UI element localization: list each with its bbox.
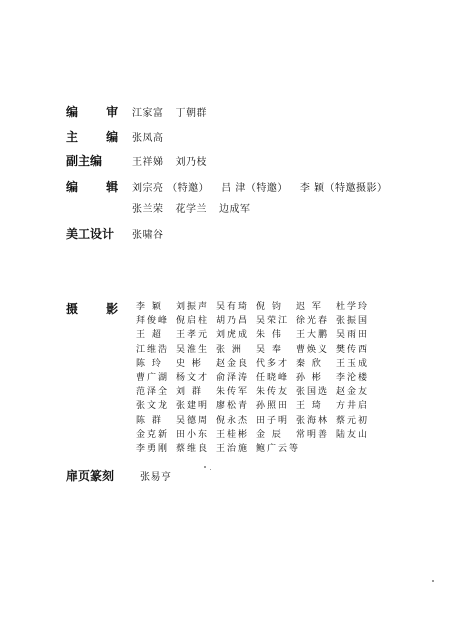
photographer-name: 杜学玲 bbox=[336, 302, 370, 312]
photographer-name: 赵金友 bbox=[336, 387, 370, 398]
editor-name: 丁朝群 bbox=[175, 108, 207, 119]
photographer-name: 方井启 bbox=[336, 401, 370, 412]
photographer-name: 常明善 bbox=[296, 429, 330, 440]
photographer-name: 吴有琦 bbox=[216, 302, 250, 312]
deputy-editor-name: 王祥娣 bbox=[132, 157, 164, 168]
deputy-editor-row bbox=[66, 152, 207, 169]
photographer-name: 徐光春 bbox=[296, 316, 330, 327]
editing-names-line2 bbox=[132, 200, 251, 215]
seal-carver-name: 张易亨 bbox=[140, 472, 172, 483]
photographer-name: 刘 群 bbox=[176, 387, 203, 398]
photographer-name: 王玉成 bbox=[336, 358, 370, 369]
seal-carving-label: 扉页篆刻 bbox=[66, 469, 115, 483]
photographer-name: 倪 钧 bbox=[256, 302, 283, 312]
photographer-name: 代多才 bbox=[256, 358, 290, 369]
photographer-name: 吴德周 bbox=[176, 415, 210, 426]
editing-name: 花学兰 bbox=[175, 204, 207, 215]
photographer-name: 曹广湖 bbox=[136, 372, 170, 383]
photographer-name: 张建明 bbox=[176, 401, 210, 412]
photographer-name: 范泽全 bbox=[136, 387, 170, 398]
photographer-name: 朱 伟 bbox=[256, 330, 283, 341]
seal-carving-row bbox=[66, 467, 172, 484]
photographer-name: 田小东 bbox=[176, 429, 210, 440]
editing-label: 编 辑 bbox=[66, 180, 131, 194]
photographer-name: 刘振声 bbox=[176, 302, 210, 312]
photographer-name: 王孝元 bbox=[176, 330, 210, 341]
photographer-name: 杨文才 bbox=[176, 372, 210, 383]
photographer-name: 李 颖 bbox=[136, 302, 163, 312]
photographer-name: 鲍广云等 bbox=[256, 443, 301, 454]
photographer-name: 张国选 bbox=[296, 387, 330, 398]
photographer-name: 张海林 bbox=[296, 415, 330, 426]
deputy-editor-name: 刘乃枝 bbox=[175, 157, 207, 168]
editing-name: 李 颖（特邀摄影） bbox=[299, 183, 388, 194]
photographer-name: 吴荣江 bbox=[256, 316, 290, 327]
deputy-editor-label: 副主编 bbox=[66, 154, 103, 168]
photographer-name: 江维浩 bbox=[136, 344, 170, 355]
photographer-name: 秦 欣 bbox=[296, 358, 323, 369]
paper-speck bbox=[210, 469, 211, 470]
photographer-name: 吴 奉 bbox=[256, 344, 283, 355]
editing-row-2 bbox=[132, 200, 251, 215]
photographer-name: 王治施 bbox=[216, 443, 250, 454]
photography-label: 摄 影 bbox=[66, 302, 131, 316]
editors-row bbox=[66, 103, 207, 120]
photographer-name: 倪永杰 bbox=[216, 415, 250, 426]
photographer-name: 史 彬 bbox=[176, 358, 203, 369]
photographer-name: 任晓峰 bbox=[256, 372, 290, 383]
editor-name: 江家富 bbox=[132, 108, 164, 119]
photographer-name: 张文龙 bbox=[136, 401, 170, 412]
photographer-name: 樊传西 bbox=[336, 344, 370, 355]
photographer-name: 曹焕义 bbox=[296, 344, 330, 355]
photographer-name: 张振国 bbox=[336, 316, 370, 327]
chief-editor-name: 张凤高 bbox=[132, 133, 164, 144]
photographer-name: 廖松青 bbox=[216, 401, 250, 412]
photographers-list bbox=[136, 299, 376, 455]
photographer-name: 蔡元初 bbox=[336, 415, 370, 426]
photographer-name: 胡乃昌 bbox=[216, 316, 250, 327]
editing-names-line1 bbox=[132, 179, 388, 194]
designer-name: 张啸谷 bbox=[132, 230, 164, 241]
photographer-name: 张 洲 bbox=[216, 344, 243, 355]
editing-name: 吕 津（特邀） bbox=[221, 183, 288, 194]
photographer-name: 王 琦 bbox=[296, 401, 323, 412]
photographer-name: 刘虎成 bbox=[216, 330, 250, 341]
photographer-name: 俞泽涛 bbox=[216, 372, 250, 383]
photographer-name: 王桂彬 bbox=[216, 429, 250, 440]
editing-row bbox=[66, 178, 388, 195]
photographer-name: 倪启柱 bbox=[176, 316, 210, 327]
photographer-name: 孙照田 bbox=[256, 401, 290, 412]
paper-speck bbox=[432, 580, 434, 582]
photographer-name: 陈 群 bbox=[136, 415, 163, 426]
photographer-name: 赵金良 bbox=[216, 358, 250, 369]
photographer-name: 金克新 bbox=[136, 429, 170, 440]
photographer-name: 金 辰 bbox=[256, 429, 283, 440]
deputy-editor-names bbox=[132, 153, 207, 168]
chief-editor-label: 主 编 bbox=[66, 130, 131, 144]
photographer-name: 朱传友 bbox=[256, 387, 290, 398]
photographer-name: 迟 军 bbox=[296, 302, 323, 312]
design-row bbox=[66, 225, 164, 242]
photographer-name: 王 超 bbox=[136, 330, 163, 341]
photographer-name: 李勇刚 bbox=[136, 443, 170, 454]
editing-name: 边成军 bbox=[219, 204, 251, 215]
photographer-name: 蔡维良 bbox=[176, 443, 210, 454]
photographer-name: 孙 彬 bbox=[296, 372, 323, 383]
photographer-name: 王大鹏 bbox=[296, 330, 330, 341]
photographer-name: 拜俊峰 bbox=[136, 316, 170, 327]
editors-label: 编 审 bbox=[66, 105, 131, 119]
chief-editor-row bbox=[66, 128, 164, 145]
photographer-name: 陈 玲 bbox=[136, 358, 163, 369]
photographer-name: 吴淮生 bbox=[176, 344, 210, 355]
photographer-name: 陆友山 bbox=[336, 429, 370, 440]
photographer-name: 朱传军 bbox=[216, 387, 250, 398]
editing-name: 张兰荣 bbox=[132, 204, 164, 215]
photographer-name: 田子明 bbox=[256, 415, 290, 426]
photographer-name: 吴雨田 bbox=[336, 330, 370, 341]
design-label: 美工设计 bbox=[66, 227, 115, 241]
editors-names bbox=[132, 104, 207, 119]
editing-name: 刘宗亮 （特邀） bbox=[132, 183, 210, 194]
paper-speck bbox=[204, 466, 206, 468]
photographer-name: 李沦楼 bbox=[336, 372, 370, 383]
